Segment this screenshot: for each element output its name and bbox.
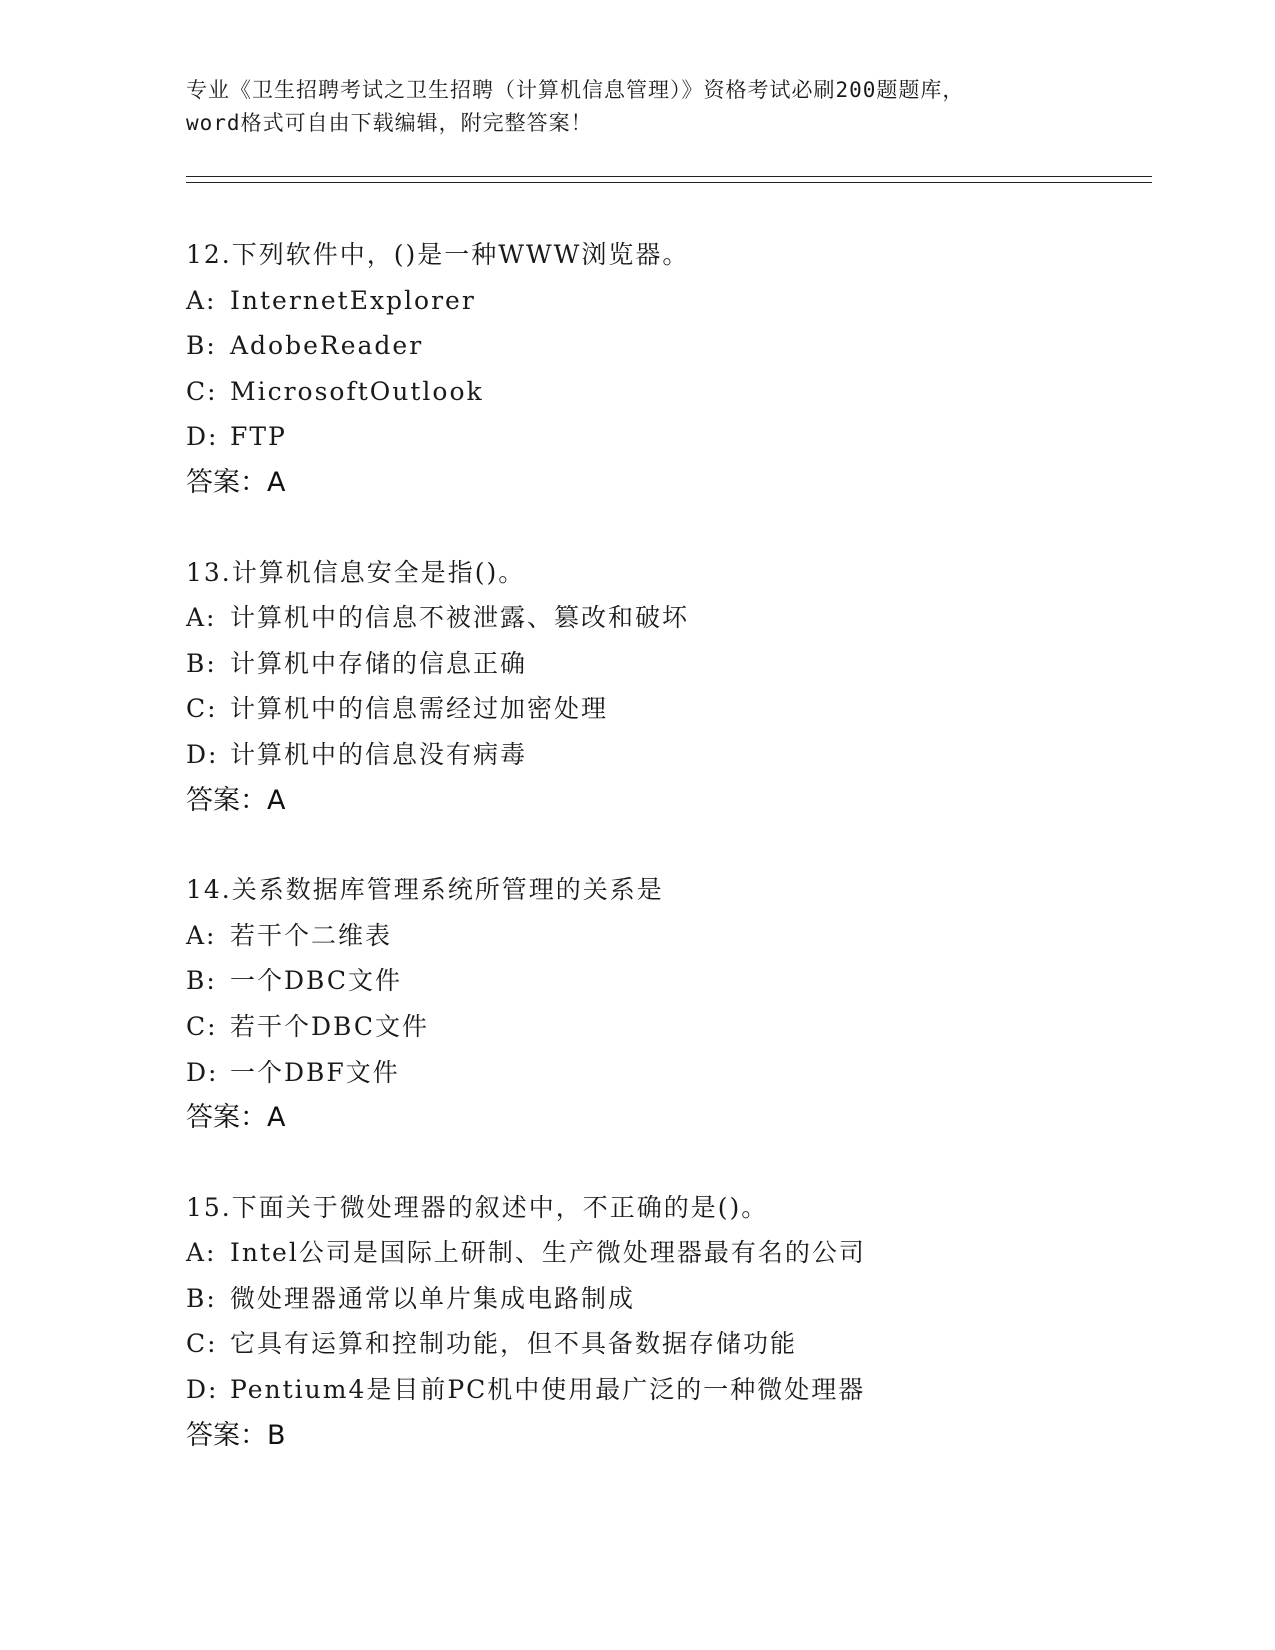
option-key: A: [186, 1238, 217, 1268]
option-key: D: [186, 739, 219, 769]
option-text: 计算机中的信息不被泄露、篡改和破坏 [230, 603, 690, 633]
option-text: 一个DBC文件 [230, 966, 403, 996]
header-title-line: 专业《卫生招聘考试之卫生招聘（计算机信息管理）》资格考试必刷200题题库， [186, 78, 965, 102]
option-d [186, 732, 1186, 778]
option-text: 计算机中存储的信息正确 [230, 648, 528, 678]
option-key: A: [186, 920, 217, 950]
option-a [186, 595, 1186, 641]
header-divider-bottom [186, 182, 1152, 183]
header-divider-top [186, 176, 1152, 177]
option-key: D: [186, 1375, 219, 1405]
option-d [186, 1050, 1186, 1096]
option-b [186, 641, 1186, 687]
option-key: B: [186, 648, 217, 678]
option-key: B: [186, 1283, 217, 1313]
option-key: D: [186, 422, 219, 452]
question-14 [186, 867, 1186, 1141]
option-text: Pentium4是目前PC机中使用最广泛的一种微处理器 [230, 1375, 866, 1405]
question-list [186, 232, 1186, 1502]
option-text: 计算机中的信息需经过加密处理 [230, 694, 609, 724]
option-text: 一个DBF文件 [230, 1057, 400, 1087]
option-text: InternetExplorer [230, 285, 476, 315]
option-c [186, 1004, 1186, 1050]
option-key: C: [186, 376, 218, 406]
option-key: A: [186, 603, 217, 633]
option-a [186, 913, 1186, 959]
option-text: AdobeReader [230, 331, 424, 361]
option-b [186, 958, 1186, 1004]
option-key: C: [186, 1329, 218, 1359]
document-header [186, 74, 1086, 140]
question-15 [186, 1185, 1186, 1459]
question-title: 15.下面关于微处理器的叙述中，不正确的是()。 [186, 1192, 769, 1222]
option-a [186, 278, 1186, 324]
header-subtitle-line: word格式可自由下载编辑，附完整答案！ [186, 111, 593, 135]
option-text: 计算机中的信息没有病毒 [230, 739, 528, 769]
option-c [186, 1321, 1186, 1367]
option-key: C: [186, 694, 218, 724]
option-text: 它具有运算和控制功能，但不具备数据存储功能 [230, 1329, 798, 1359]
option-text: MicrosoftOutlook [230, 376, 484, 406]
option-a [186, 1230, 1186, 1276]
answer-line: 答案：A [186, 1102, 286, 1134]
question-title: 14.关系数据库管理系统所管理的关系是 [186, 875, 664, 905]
question-title: 13.计算机信息安全是指()。 [186, 557, 526, 587]
option-text: 若干个二维表 [230, 920, 393, 950]
option-text: 微处理器通常以单片集成电路制成 [230, 1283, 636, 1313]
question-title: 12.下列软件中，()是一种WWW浏览器。 [186, 240, 690, 269]
option-c [186, 686, 1186, 732]
option-key: D: [186, 1057, 219, 1087]
question-12 [186, 232, 1186, 506]
option-key: B: [186, 331, 217, 361]
option-text: Intel公司是国际上研制、生产微处理器最有名的公司 [230, 1238, 866, 1268]
option-c [186, 369, 1186, 415]
answer-line: 答案：A [186, 784, 286, 816]
option-d [186, 1367, 1186, 1413]
option-b [186, 323, 1186, 369]
option-d [186, 414, 1186, 460]
option-key: C: [186, 1011, 218, 1041]
option-b [186, 1276, 1186, 1322]
option-text: FTP [230, 422, 287, 452]
answer-line: 答案：A [186, 466, 286, 498]
answer-line: 答案：B [186, 1419, 286, 1451]
option-key: B: [186, 966, 217, 996]
question-13 [186, 550, 1186, 824]
option-text: 若干个DBC文件 [230, 1011, 430, 1041]
option-key: A: [186, 285, 217, 315]
